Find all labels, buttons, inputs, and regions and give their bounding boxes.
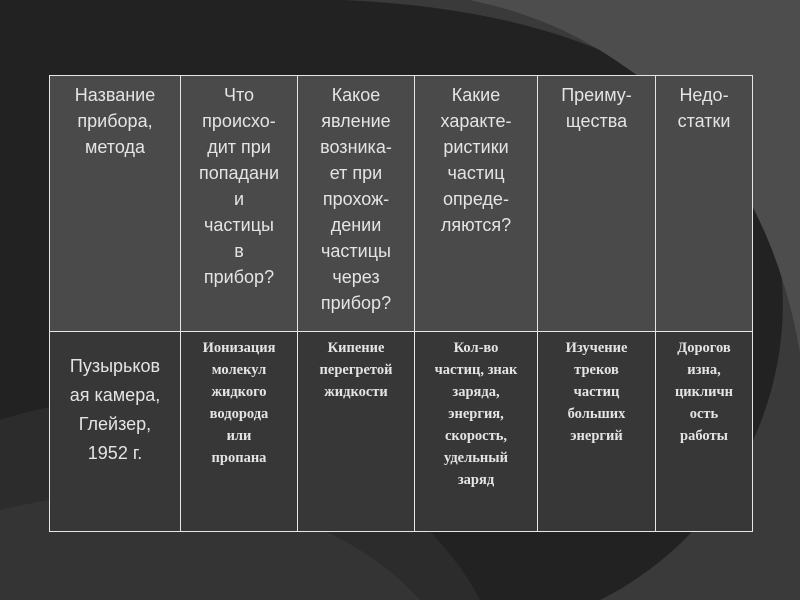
header-label: Какое явление возника- ет при прохож- дении частицы через прибор? bbox=[320, 85, 392, 313]
cell-text: Пузырьков ая камера, Глейзер, 1952 г. bbox=[69, 356, 161, 463]
cell-what-happens bbox=[181, 332, 298, 532]
cell-text: Ионизация молекул жидкого водорода или пропана bbox=[202, 340, 276, 466]
cell-text: Изучение треков частиц больших энергий bbox=[565, 340, 628, 444]
table-header-row bbox=[50, 76, 753, 332]
header-label: Недо- статки bbox=[677, 85, 731, 131]
comparison-table bbox=[49, 75, 753, 532]
header-cell-characteristics bbox=[415, 76, 538, 332]
table-row bbox=[50, 332, 753, 532]
header-cell-advantages bbox=[538, 76, 656, 332]
header-cell-what-happens bbox=[181, 76, 298, 332]
header-label: Название прибора, метода bbox=[74, 85, 156, 157]
cell-device-name bbox=[50, 332, 181, 532]
cell-phenomenon bbox=[298, 332, 415, 532]
cell-text: Кол-во частиц, знак заряда, энергия, скорость, удельный заряд bbox=[434, 340, 518, 488]
header-label: Что происхо- дит при попадани и частицы в прибор? bbox=[198, 85, 280, 287]
cell-advantages bbox=[538, 332, 656, 532]
cell-characteristics bbox=[415, 332, 538, 532]
cell-text: Дорогов изна, цикличн ость работы bbox=[674, 340, 734, 444]
header-label: Преиму- щества bbox=[561, 85, 632, 131]
cell-text: Кипение перегретой жидкости bbox=[319, 340, 393, 400]
header-cell-disadvantages bbox=[656, 76, 753, 332]
header-cell-name-method bbox=[50, 76, 181, 332]
header-cell-phenomenon bbox=[298, 76, 415, 332]
cell-disadvantages bbox=[656, 332, 753, 532]
header-label: Какие характе- ристики частиц опреде- ляются? bbox=[440, 85, 512, 235]
